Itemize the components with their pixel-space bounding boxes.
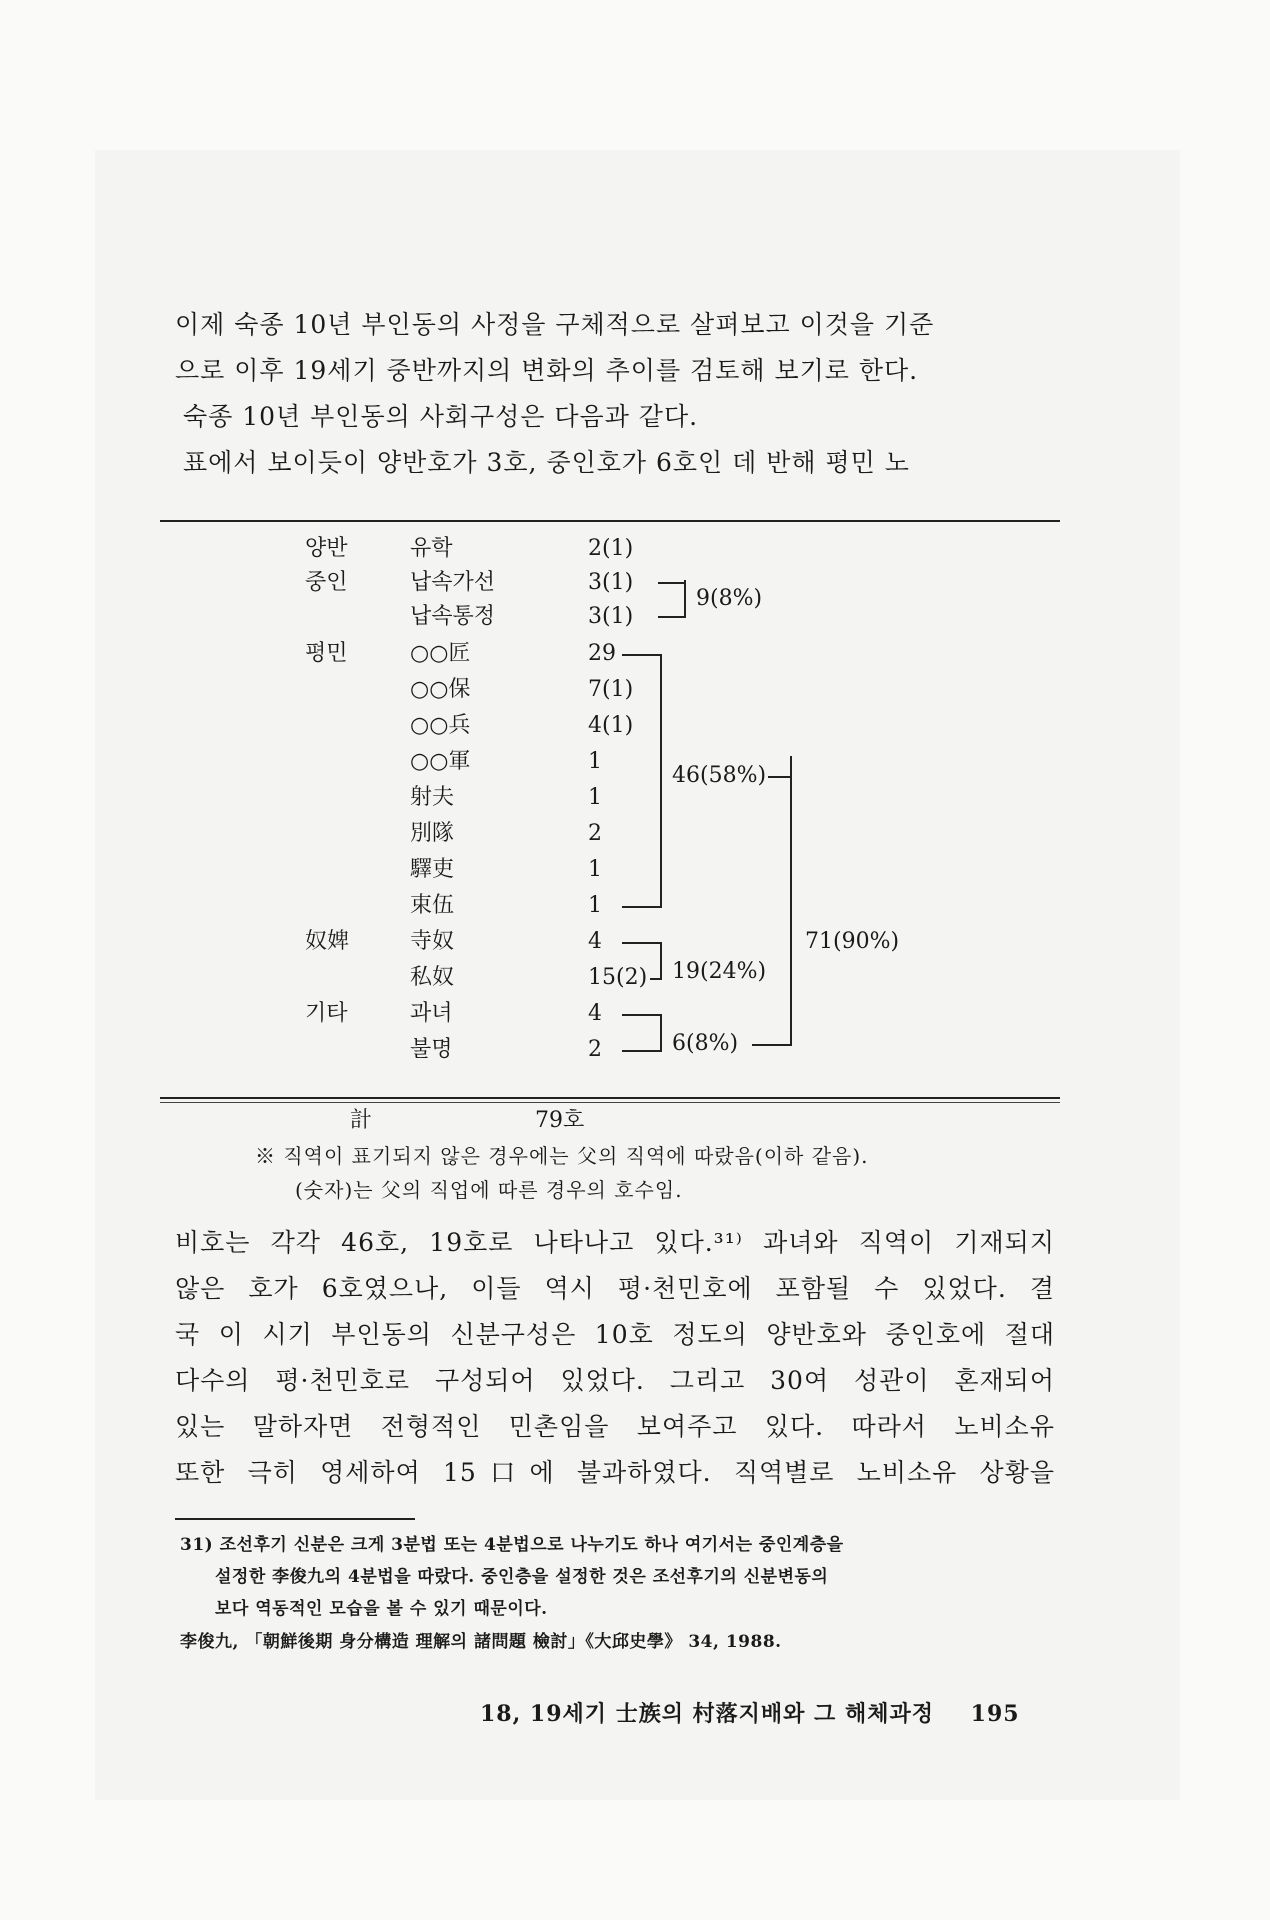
table-subcategory: ○○兵 [410,713,471,738]
table-count: 15(2) [588,965,648,990]
footnote-line: 설정한 李俊九의 4분법을 따랐다. 중인층을 설정한 것은 조선후기의 신분변동의 [215,1567,829,1587]
table-count: 4 [588,1001,602,1026]
text-line: 표에서 보이듯이 양반호가 3호, 중인호가 6호인 데 반해 평민 노 [183,448,910,477]
body-paragraph [175,1220,1055,1496]
table-category: 奴婢 [305,929,350,954]
group-grand-total: 71(90%) [805,929,900,954]
table-count: 1 [588,785,602,810]
text-line: 또한 극히 영세하여 15口에 불과하였다. 직역별로 노비소유 상황을 [175,1458,1055,1487]
footnote-line: 31) 조선후기 신분은 크게 3분법 또는 4분법으로 나누기도 하나 여기서는 중인계층을 [180,1535,844,1555]
footnote-rule [175,1518,415,1520]
table-subcategory: ○○匠 [410,641,471,666]
page-number: 195 [970,1701,1020,1727]
table-top-rule [160,520,1060,522]
group-other-total: 6(8%) [672,1031,739,1056]
text-line: 숙종 10년 부인동의 사회구성은 다음과 같다. [183,402,699,431]
table-category: 중인 [305,570,348,595]
table-count: 2 [588,1037,602,1062]
table-subcategory: 束伍 [410,893,455,918]
footnote-line: 보다 역동적인 모습을 볼 수 있기 때문이다. [215,1599,548,1619]
table-count: 2(1) [588,536,634,561]
table-subcategory: 驛吏 [410,857,455,882]
table-count: 3(1) [588,570,634,595]
running-title: 18, 19세기 士族의 村落지배와 그 해체과정 [480,1701,934,1727]
table-count: 7(1) [588,677,634,702]
table-subcategory: 납속가선 [410,570,496,595]
table-count: 1 [588,749,602,774]
text-line: 국 이 시기 부인동의 신분구성은 10호 정도의 양반호와 중인호에 절대 [175,1320,1055,1349]
table-count: 1 [588,893,602,918]
table-count: 2 [588,821,602,846]
table-count: 1 [588,857,602,882]
table-subcategory: 寺奴 [410,929,455,954]
table-subcategory: 別隊 [410,821,455,846]
table-subcategory: 납속통정 [410,604,496,629]
table-note: (숫자)는 父의 직업에 따른 경우의 호수임. [295,1178,683,1202]
table-note: ※ 직역이 표기되지 않은 경우에는 父의 직역에 따랐음(이하 같음). [255,1144,869,1168]
table-subcategory: 私奴 [410,965,455,990]
table-count: 4 [588,929,602,954]
table-count: 29 [588,641,616,666]
table-subcategory: 과녀 [410,1001,453,1026]
table-category: 기타 [305,1001,348,1026]
table-subcategory: 射夫 [410,785,455,810]
intro-paragraph [175,302,1055,486]
text-line: 비호는 각각 46호, 19호로 나타나고 있다.³¹⁾ 과녀와 직역이 기재되지 [175,1228,1055,1257]
table-count: 3(1) [588,604,634,629]
text-line: 않은 호가 6호였으나, 이들 역시 평·천민호에 포함될 수 있었다. 결 [175,1274,1055,1303]
text-line: 다수의 평·천민호로 구성되어 있었다. 그리고 30여 성관이 혼재되어 [175,1366,1055,1395]
group-jungin-total: 9(8%) [696,586,763,611]
text-line: 이제 숙종 10년 부인동의 사정을 구체적으로 살펴보고 이것을 기준 [175,310,935,339]
group-nobi-total: 19(24%) [672,959,767,984]
table-subcategory: 불명 [410,1037,453,1062]
table-count: 4(1) [588,713,634,738]
table-bottom-rule [160,1097,1060,1099]
table-category: 양반 [305,536,348,561]
table-total-value: 79호 [535,1108,585,1133]
running-footer [480,1697,1020,1728]
table-category: 평민 [305,641,348,666]
text-line: 있는 말하자면 전형적인 민촌임을 보여주고 있다. 따라서 노비소유 [175,1412,1055,1441]
table-subcategory: 유학 [410,536,453,561]
table-subcategory: ○○保 [410,677,471,702]
table-total-label: 計 [350,1108,373,1133]
table-subcategory: ○○軍 [410,749,471,774]
text-line: 으로 이후 19세기 중반까지의 변화의 추이를 검토해 보기로 한다. [175,356,919,385]
group-pyeongmin-total: 46(58%) [672,763,767,788]
footnote-citation: 李俊九, 「朝鮮後期 身分構造 理解의 諸問題 檢討」《大邱史學》 34, 1988. [180,1632,782,1652]
